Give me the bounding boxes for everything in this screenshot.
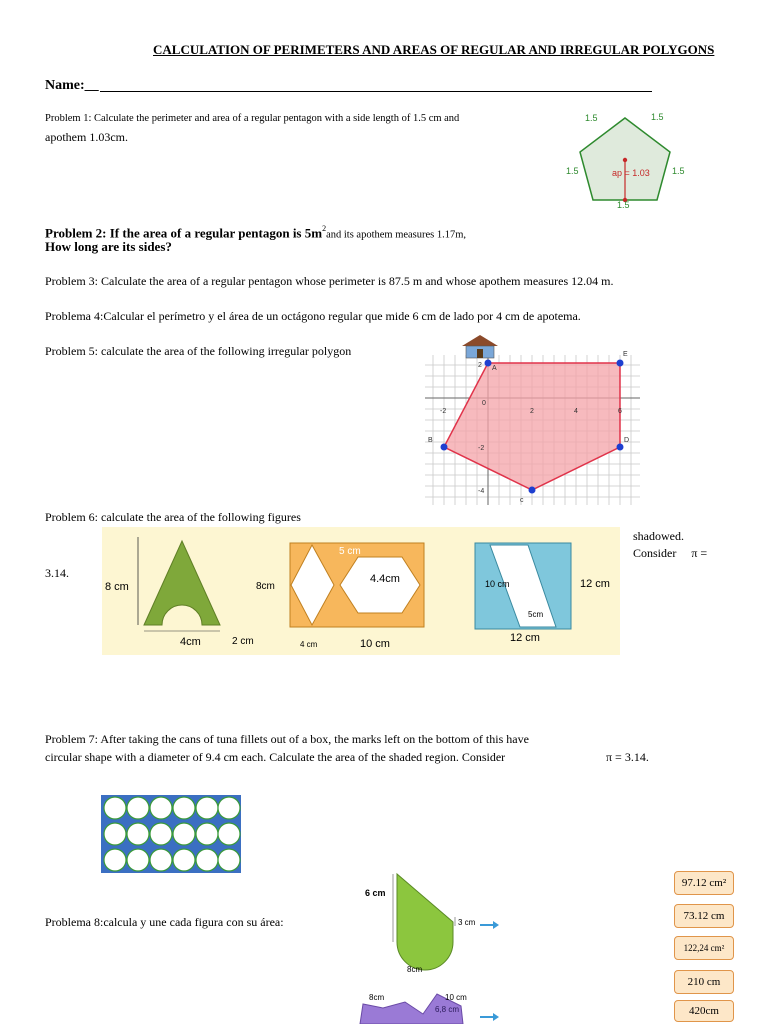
problem-6-pi-value: 3.14. [45,566,69,580]
problem-8-figures [355,862,505,1024]
x-tick: -2 [440,408,447,415]
shape2-inner: 6,8 cm [435,1005,460,1014]
shape-1 [365,874,499,974]
problem-2-sup: 2 [322,224,327,233]
answer-box[interactable]: 420cm [674,1000,734,1022]
x-tick: 6 [618,408,622,415]
name-field[interactable] [100,91,652,92]
shape1-base: 8cm [407,965,423,974]
problem-2-rest: and its apothem measures 1.17m, [326,229,467,241]
problem-2-lead: Problem 2: If the area of a regular pentagon is 5m [45,225,323,241]
problem-6-consider-text: Consider [633,546,677,560]
arrow-icon [480,1013,499,1021]
pentagon-figure [560,105,700,215]
problem-6: Problem 6: calculate the area of the following figures [45,510,301,524]
x-tick: 2 [530,408,534,415]
fig2-height: 8cm [256,581,275,592]
problem-1-line-1: Problem 1: Calculate the perimeter and area of a regular pentagon with a side length of 1.5 cm and [45,113,460,124]
pentagon-side-label: 1.5 [566,166,579,176]
problem-7-line-2: circular shape with a diameter of 9.4 cm each. Calculate the area of the shaded region. Consider [45,750,506,764]
fig2-left: 4 cm [300,640,318,649]
problem-6-consider [633,545,707,562]
tuna-cans-box [101,795,241,873]
fig1-extra: 2 cm [232,636,254,647]
problem-7-pi: π = 3.14. [606,750,649,764]
point-label: E [623,351,628,358]
pentagon-side-label: 1.5 [617,200,630,210]
x-tick: 4 [574,408,578,415]
answer-box[interactable]: 73.12 cm [674,904,734,928]
fig1-height: 8 cm [105,581,129,593]
problem-2-line-2: How long are its sides? [45,239,172,254]
fig3-small: 5cm [528,610,544,619]
fig2-hex: 4.4cm [370,573,400,585]
point-label: D [624,437,630,444]
problem-6-shadowed: shadowed. [633,529,684,543]
problem-1-line-2: apothem 1.03cm. [45,130,128,144]
answer-box[interactable]: 122,24 cm² [674,936,734,960]
point-label: c [520,497,524,504]
apothem-label: ap = 1.03 [612,168,650,178]
page-title: CALCULATION OF PERIMETERS AND AREAS OF REGULAR AND IRREGULAR POLYGONS [153,42,715,57]
house-icon [462,335,498,358]
pentagon-side-label: 1.5 [672,166,685,176]
fig1-base: 4cm [180,636,201,648]
problem-7-line-1: Problem 7: After taking the cans of tuna fillets out of a box, the marks left on the bottom of this have [45,732,529,746]
fig2-top: 5 cm [339,546,361,557]
irregular-polygon-graph [420,330,645,510]
name-label: Name:__ [45,78,99,93]
y-tick: -4 [478,488,485,495]
shaded-figures-panel [102,527,620,655]
answer-box[interactable]: 97.12 cm² [674,871,734,895]
shape2-right: 10 cm [445,993,467,1002]
fig3-inner: 10 cm [485,579,510,589]
arrow-icon [480,921,499,929]
y-tick: -2 [478,445,485,452]
fig3-bottom: 12 cm [510,632,540,644]
point-label: A [492,365,497,372]
shape2-left: 8cm [369,993,385,1002]
y-tick: 2 [478,362,482,369]
shape1-side: 3 cm [458,918,476,927]
problem-5: Problem 5: calculate the area of the following irregular polygon [45,344,352,358]
fig2-width: 10 cm [360,638,390,650]
problem-6-pi: π = [691,546,708,560]
point-label: B [428,437,433,444]
problem-3: Problem 3: Calculate the area of a regular pentagon whose perimeter is 87.5 m and whose apothem measures 12.04 m. [45,274,614,288]
problem-4: Problema 4:Calcular el perímetro y el área de un octágono regular que mide 6 cm de lado por 4 cm de apotema. [45,309,581,323]
pentagon-side-label: 1.5 [585,113,598,123]
shape-2 [360,993,499,1024]
fig3-right: 12 cm [580,578,610,590]
x-tick: 0 [482,400,486,407]
pentagon-side-label: 1.5 [651,112,664,122]
shape1-height: 6 cm [365,888,386,898]
problem-8: Problema 8:calcula y une cada figura con su área: [45,915,284,929]
answer-box[interactable]: 210 cm [674,970,734,994]
